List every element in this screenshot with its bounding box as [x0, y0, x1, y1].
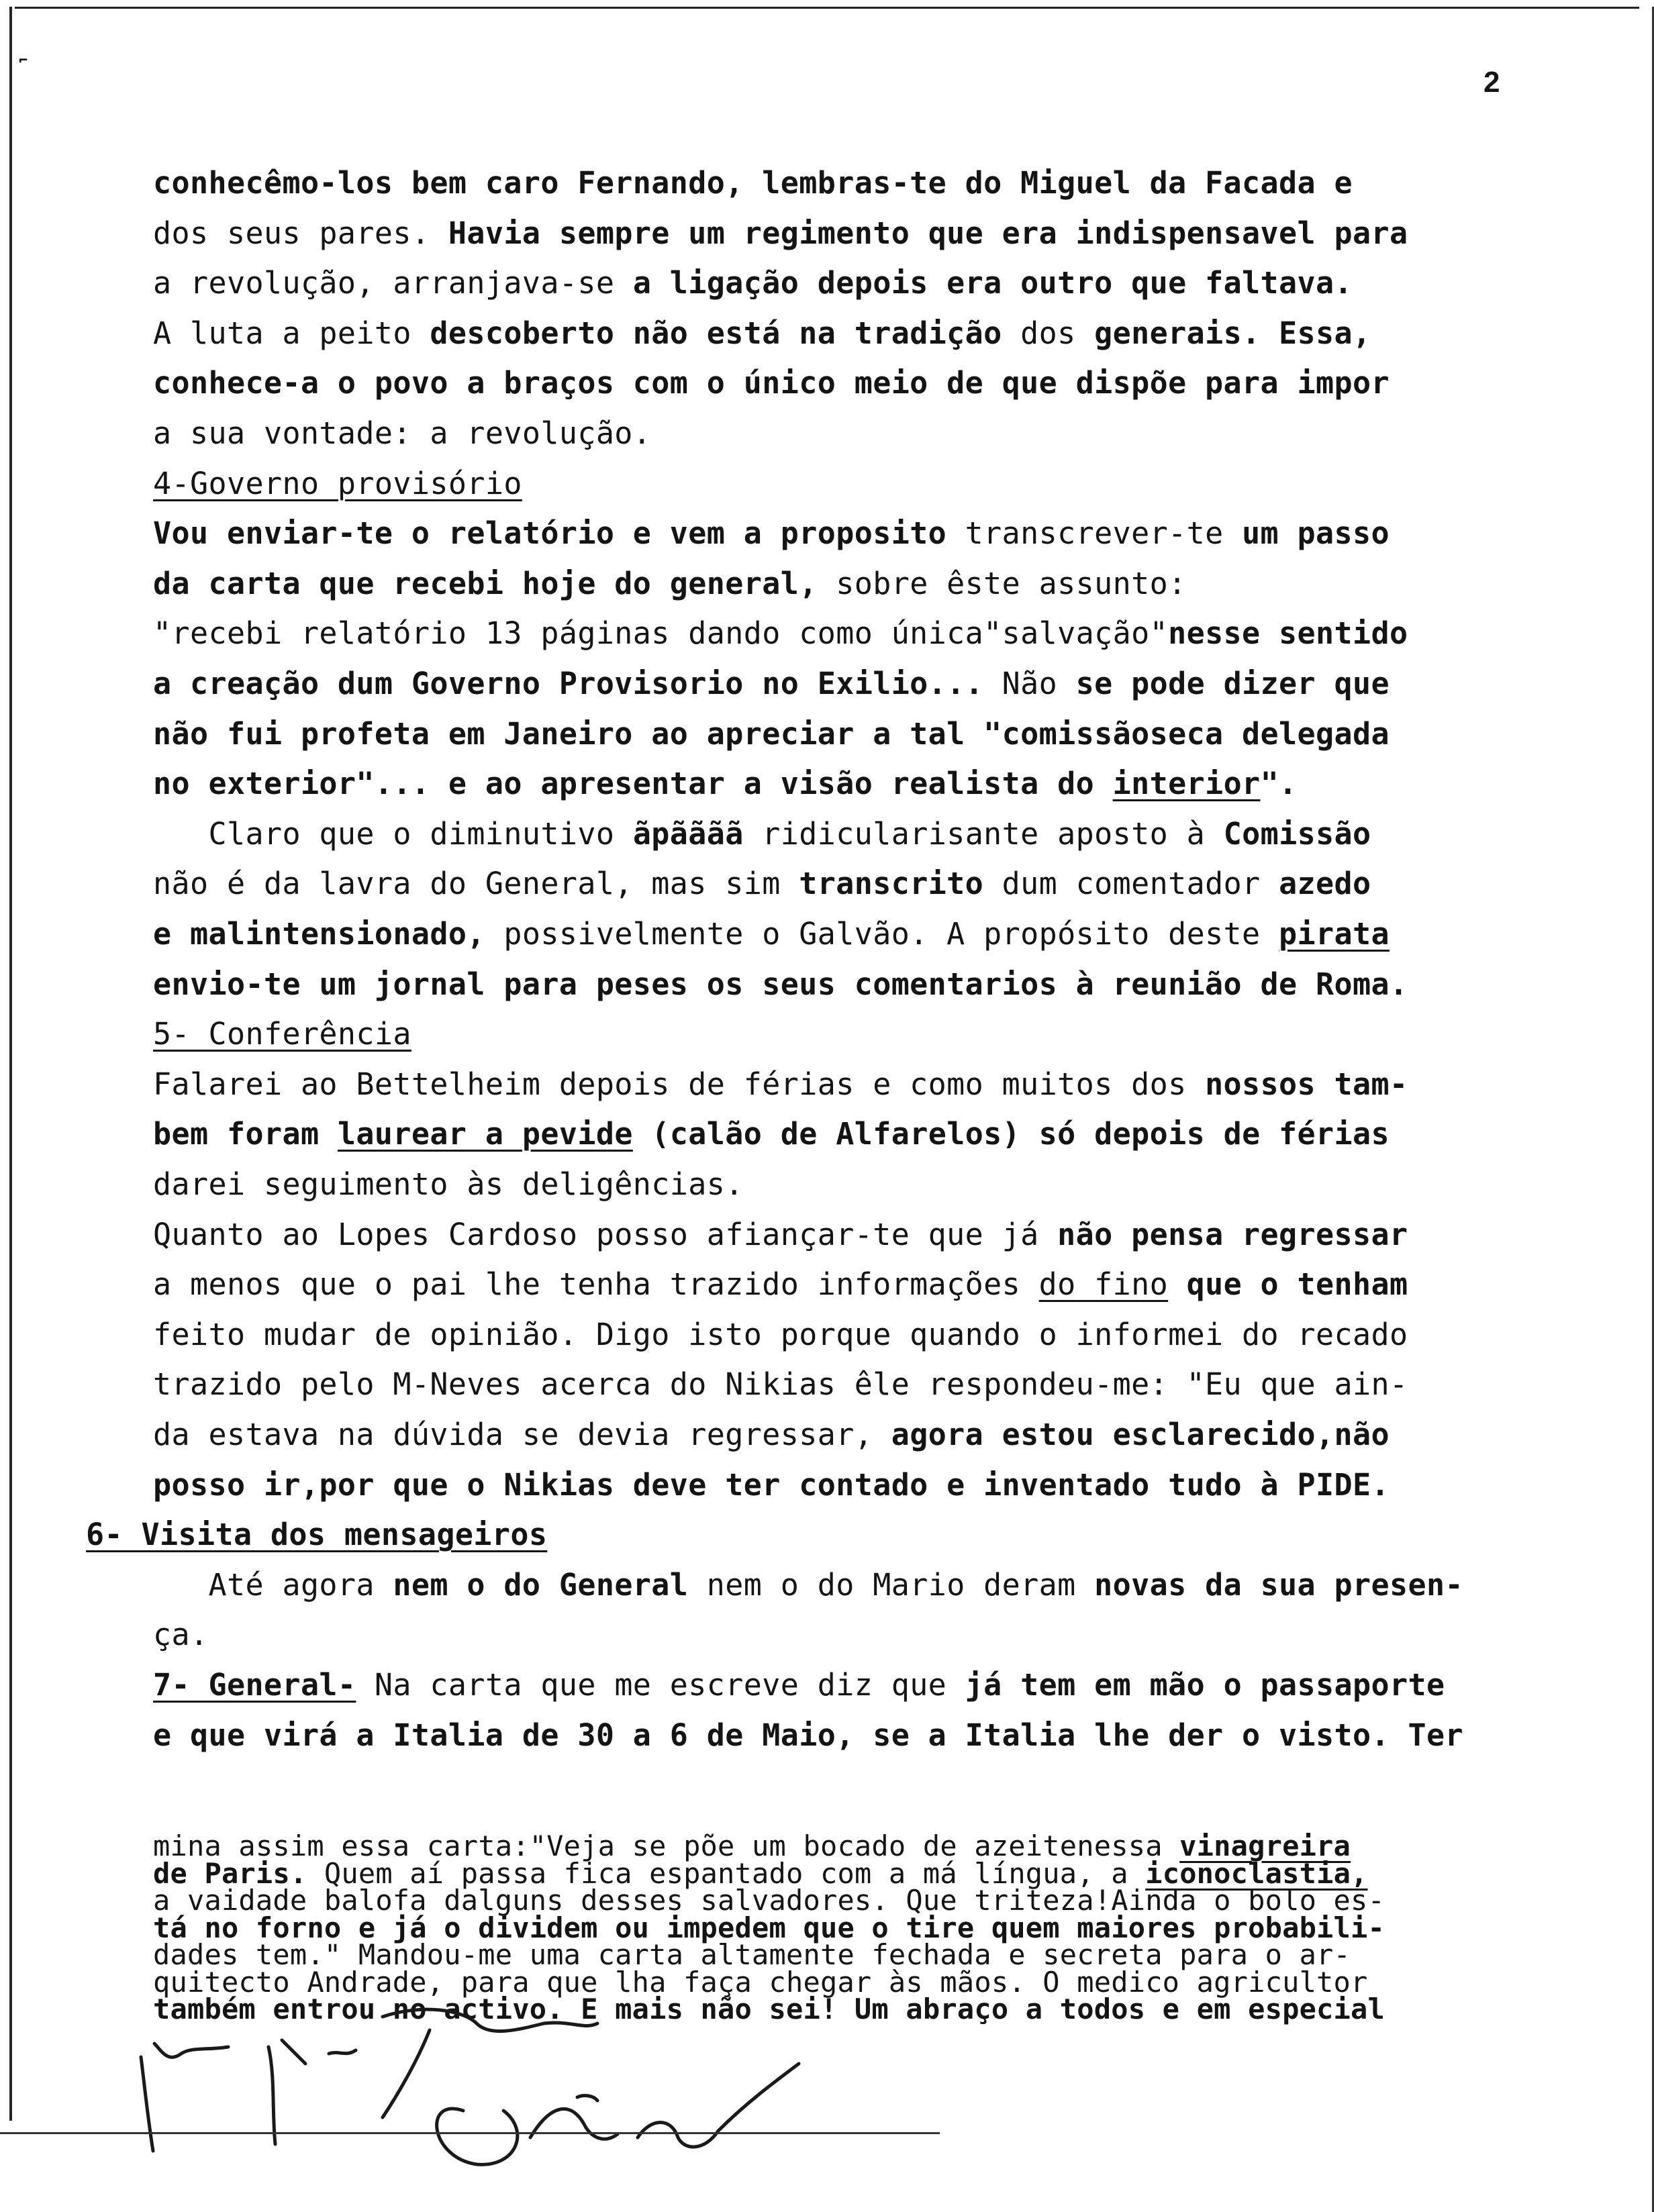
text-segment: dos seus pares. [153, 215, 448, 251]
text-segment: a creação dum Governo Provisorio no Exilio... [153, 666, 1002, 701]
underlined-text: 4-Governo provisório [153, 465, 522, 501]
text-segment: envio-te um jornal para peses os seus comentarios à reunião de Roma. [153, 966, 1408, 1002]
text-segment: tá no forno e já o dividem ou impedem que o tire quem maiores probabili- [153, 1911, 1385, 1944]
text-segment: dum comentador [983, 866, 1279, 902]
text-segment: darei seguimento às deligências. [153, 1166, 744, 1202]
text-segment: agora estou esclarecido,não [891, 1417, 1390, 1452]
text-line [153, 1316, 1576, 1354]
text-segment: sobre êste assunto: [836, 565, 1187, 601]
text-segment: e que virá a Italia de 30 a 6 de Maio, se a Italia lhe der o visto. Ter [153, 1717, 1463, 1753]
text-line [153, 565, 1576, 603]
text-line [153, 1466, 1576, 1504]
underlined-text: iconoclastia, [1145, 1856, 1368, 1890]
text-line [153, 966, 1576, 1003]
text-line [153, 1115, 1576, 1153]
text-segment: um passo [1242, 515, 1390, 552]
text-line [153, 1266, 1576, 1303]
text-segment: ça. [153, 1617, 209, 1653]
text-segment: no exterior"... e ao apresentar a visão realista do [153, 766, 1113, 802]
text-segment: não pensa regressar [1057, 1216, 1408, 1252]
text-segment: trazido pelo M-Neves acerca do Nikias êle respondeu-me: "Eu que ain- [153, 1366, 1408, 1403]
text-segment: nesse sentido [1168, 615, 1408, 652]
text-segment: também entrou no activo. E mais não sei! Um abraço a todos e em especial [153, 1993, 1385, 2025]
text-segment: ". [1260, 766, 1298, 802]
text-segment: nossos tam- [1205, 1066, 1408, 1102]
underlined-text: 6- Visita dos mensageiros [86, 1517, 548, 1553]
text-line [153, 1616, 1576, 1654]
underlined-text: 7- General- [153, 1667, 356, 1703]
text-line [153, 1366, 1576, 1403]
text-line [153, 264, 1576, 302]
text-line [153, 1717, 1576, 1754]
text-line [153, 164, 1576, 202]
text-segment: novas da sua presen- [1094, 1566, 1463, 1603]
text-segment: Havia sempre um regimento que era indispensavel para [448, 215, 1408, 251]
text-segment: a sua vontade: a revolução. [153, 415, 652, 451]
text-line [153, 715, 1576, 753]
text-segment: dos [1002, 315, 1095, 351]
text-line [153, 765, 1576, 803]
text-segment: a revolução, arranjava-se [153, 265, 633, 301]
text-segment: Claro que o diminutivo [153, 815, 633, 852]
text-segment: a vaidade balofa dalguns desses salvadores. Que triteza!Ainda o bolo es- [153, 1884, 1385, 1917]
text-line [153, 665, 1576, 703]
text-segment: descoberto não está na tradição [430, 315, 1002, 351]
text-segment: se pode dizer que [1075, 666, 1390, 701]
text-segment: (calão de Alfarelos) só depois de férias [632, 1116, 1390, 1152]
text-line [153, 315, 1576, 352]
text-segment: Comissão [1223, 815, 1371, 852]
handwritten-signature [114, 1983, 987, 2184]
underlined-text: pirata [1279, 916, 1390, 952]
text-line [153, 865, 1576, 903]
underlined-text: laurear a pevide [337, 1116, 633, 1152]
text-segment: feito mudar de opinião. Digo isto porque quando o informei do recado [153, 1316, 1408, 1352]
text-segment: ridicularisante aposto à [743, 815, 1224, 852]
text-line [153, 1416, 1576, 1454]
frame-top-border [15, 7, 1639, 9]
text-segment: a ligação depois era outro que faltava. [632, 265, 1353, 301]
text-segment: transcrever-te [965, 515, 1243, 552]
text-line [153, 1566, 1576, 1604]
text-line [153, 1216, 1576, 1254]
text-segment: não fui profeta em Janeiro ao apreciar a tal "comissãoseca delegada [153, 715, 1390, 752]
frame-left-border [9, 7, 12, 2121]
text-line [153, 465, 1576, 503]
text-segment: A luta a peito [153, 315, 430, 351]
text-segment: bem foram [153, 1116, 338, 1152]
text-segment: Não [1002, 666, 1076, 701]
text-segment: "recebi relatório 13 páginas dando como única"salvação" [153, 615, 1169, 652]
text-segment: Falarei ao Bettelheim depois de férias e como muitos dos [153, 1066, 1206, 1102]
text-segment: Quanto ao Lopes Cardoso posso afiançar-te que já [153, 1216, 1058, 1252]
text-segment: nem o do Mario deram [688, 1566, 1095, 1603]
text-line [153, 815, 1576, 853]
text-segment: transcrito [799, 866, 984, 902]
text-segment: que o tenham [1168, 1266, 1408, 1303]
underlined-text: vinagreira [1179, 1829, 1351, 1862]
text-segment: ãpãããã [632, 815, 744, 852]
text-segment: não é da lavra do General, mas sim [153, 866, 799, 902]
text-segment: nem o do General [393, 1566, 689, 1603]
text-line [153, 1066, 1576, 1103]
text-segment: da carta que recebi hoje do general, [153, 565, 836, 601]
text-line [153, 915, 1576, 953]
corner-mark: ⌐ [19, 52, 28, 69]
text-segment: mina assim essa carta:"Veja se põe um bocado de azeitenessa [153, 1829, 1180, 1862]
page-number: 2 [1483, 66, 1500, 99]
text-segment: da estava na dúvida se devia regressar, [153, 1417, 891, 1452]
text-segment: quitecto Andrade, para que lha faça chegar às mãos. O medico agricultor [153, 1965, 1368, 1999]
text-line [153, 215, 1576, 252]
text-line [153, 364, 1576, 402]
text-segment: dades tem." Mandou-me uma carta altamente fechada e secreta para o ar- [153, 1938, 1351, 1971]
text-segment: já tem em mão o passaporte [965, 1667, 1445, 1703]
text-line [153, 615, 1576, 652]
text-segment: generais. Essa, [1094, 315, 1371, 351]
text-segment: a menos que o pai lhe tenha trazido informações [153, 1266, 1039, 1303]
text-segment: Vou enviar-te o relatório e vem a proposito [153, 515, 965, 552]
text-segment: e malintensionado, [153, 916, 504, 952]
text-line [153, 1015, 1576, 1053]
text-segment: de Paris. [153, 1856, 324, 1890]
text-segment: Quem aí passa fica espantado com a má língua, a [324, 1856, 1146, 1890]
text-segment: conhecêmo-los bem caro Fernando, lembras-te do Miguel da Facada e [153, 165, 1353, 201]
text-line [153, 1166, 1576, 1203]
text-segment: Até agora [153, 1566, 393, 1603]
bottom-rule [0, 2132, 940, 2134]
text-line [153, 1666, 1576, 1704]
underlined-text: interior [1112, 766, 1261, 802]
text-segment: Na carta que me escreve diz que [356, 1667, 965, 1703]
text-segment: azedo [1279, 866, 1371, 902]
text-line [153, 515, 1576, 552]
text-segment: conhece-a o povo a braços com o único meio de que dispõe para impor [153, 365, 1390, 401]
text-line [153, 415, 1576, 452]
text-segment: possivelmente o Galvão. A propósito deste [503, 916, 1279, 952]
underlined-text: 5- Conferência [153, 1016, 411, 1052]
underlined-text: do fino [1038, 1266, 1169, 1303]
text-line [86, 1516, 1509, 1554]
text-segment: posso ir,por que o Nikias deve ter contado e inventado tudo à PIDE. [153, 1466, 1390, 1503]
